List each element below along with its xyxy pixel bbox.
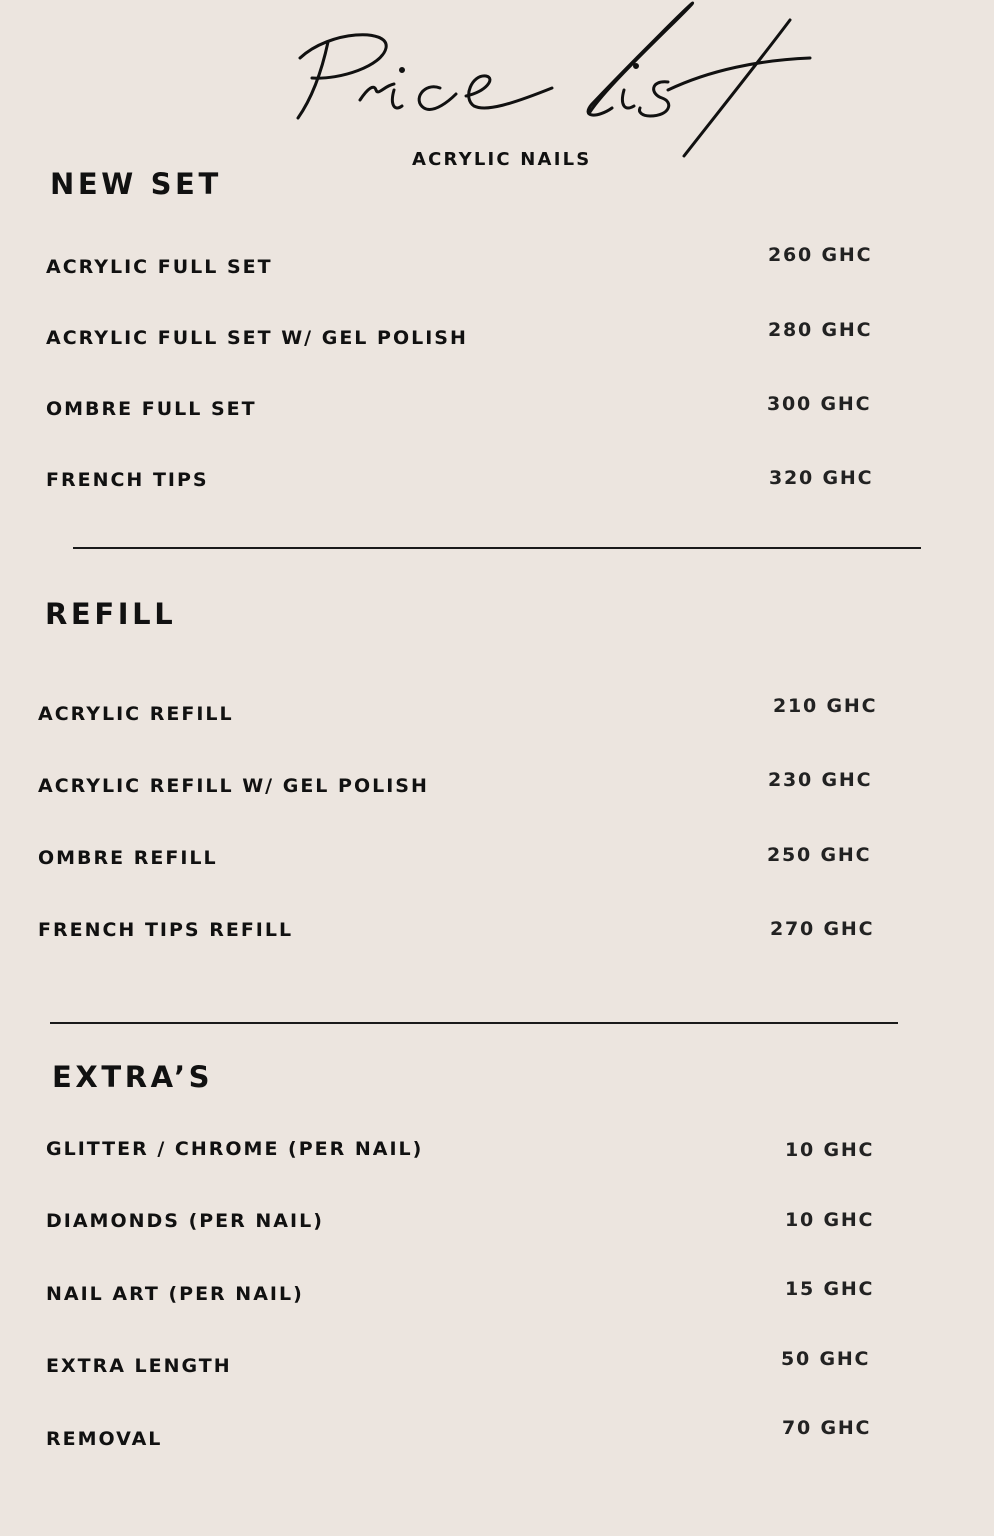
item-price: 280 GHC <box>768 319 873 341</box>
divider <box>50 1022 898 1024</box>
item-price: 230 GHC <box>768 769 873 791</box>
page-title <box>290 0 820 160</box>
item-name: ACRYLIC FULL SET <box>46 256 273 278</box>
item-name: EXTRA LENGTH <box>46 1355 232 1377</box>
price-list-script-logo <box>290 0 820 160</box>
section-heading-refill: REFILL <box>45 597 177 631</box>
item-price: 260 GHC <box>768 244 873 266</box>
item-price: 250 GHC <box>767 844 872 866</box>
item-name: OMBRE FULL SET <box>46 398 257 420</box>
item-name: DIAMONDS (PER NAIL) <box>46 1210 324 1232</box>
item-price: 270 GHC <box>770 918 875 940</box>
section-heading-new-set: NEW SET <box>50 167 222 201</box>
item-name: REMOVAL <box>46 1428 163 1450</box>
item-price: 10 GHC <box>785 1139 875 1161</box>
item-price: 10 GHC <box>785 1209 875 1231</box>
item-name: FRENCH TIPS REFILL <box>38 919 294 941</box>
item-price: 15 GHC <box>785 1278 875 1300</box>
section-heading-extras: EXTRA’S <box>52 1060 214 1094</box>
subtitle: ACRYLIC NAILS <box>412 149 592 170</box>
item-name: OMBRE REFILL <box>38 847 218 869</box>
item-name: ACRYLIC REFILL <box>38 703 234 725</box>
item-name: FRENCH TIPS <box>46 469 209 491</box>
item-name: NAIL ART (PER NAIL) <box>46 1283 304 1305</box>
item-price: 320 GHC <box>769 467 874 489</box>
item-price: 50 GHC <box>781 1348 871 1370</box>
item-name: ACRYLIC FULL SET W/ GEL POLISH <box>46 327 468 349</box>
item-price: 300 GHC <box>767 393 872 415</box>
item-price: 70 GHC <box>782 1417 872 1439</box>
item-name: ACRYLIC REFILL W/ GEL POLISH <box>38 775 429 797</box>
divider <box>73 547 921 549</box>
item-price: 210 GHC <box>773 695 878 717</box>
item-name: GLITTER / CHROME (PER NAIL) <box>46 1138 424 1160</box>
